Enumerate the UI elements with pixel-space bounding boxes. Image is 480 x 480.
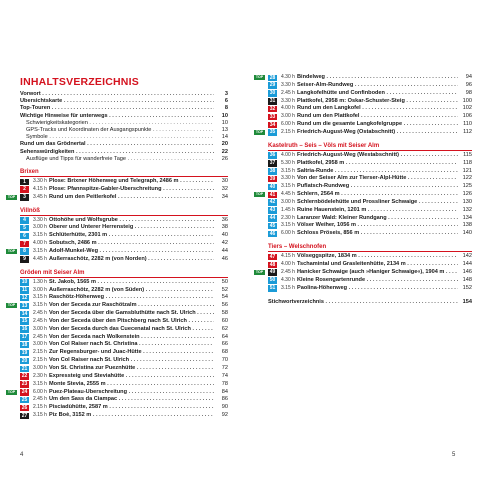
tour-number-badge: 48 — [269, 261, 276, 268]
entry-title: Stichwortverzeichnis . . . — [268, 299, 458, 307]
tour-number-badge: 26 — [21, 404, 28, 411]
tour-duration: 3.15 h — [33, 302, 47, 309]
tour-page: 36 — [221, 216, 228, 223]
tour-duration: 3.15 h — [33, 232, 47, 239]
tour-entry — [20, 294, 228, 302]
tour-duration: 4.45 h — [33, 255, 47, 262]
tour-title: Von der Seceda über den Pitschberg nach St. Ulrich . . . — [49, 318, 214, 326]
tour-title: Hanicker Schwaige (auch »Haniger Schwaige«), 1904 m . . . — [297, 269, 458, 277]
tour-number-badge: 19 — [21, 349, 28, 356]
tour-number-badge: 38 — [269, 168, 276, 174]
tour-entry — [268, 98, 472, 106]
tour-entry — [20, 373, 228, 381]
tour-page: 102 — [462, 105, 472, 112]
tour-duration: 4.00 h — [33, 240, 47, 247]
top-tour-badge: TOP — [255, 269, 264, 274]
tour-page: 64 — [221, 333, 228, 340]
toc-heading: INHALTSVERZEICHNIS — [20, 76, 139, 88]
tour-duration: 3.00 h — [33, 341, 47, 348]
top-tour-badge: TOP — [255, 192, 264, 197]
tour-page: 110 — [463, 121, 472, 128]
tour-title: Von St. Christina zur Pueznhütte . . . — [49, 365, 214, 373]
tour-page: 86 — [221, 396, 228, 403]
tour-title: Zur Regensburger- und Juac-Hütte . . . — [49, 349, 214, 357]
tour-duration: 3.15 h — [281, 167, 295, 174]
toc-entry — [26, 156, 228, 164]
tour-duration: 4.45 h — [281, 191, 295, 198]
tour-number-badge: 42 — [269, 199, 276, 206]
tour-title: Raschötz-Höhenweg . . . — [49, 294, 214, 302]
entry-page: 14 — [221, 134, 228, 141]
tour-entry — [20, 334, 228, 342]
tour-title: Kleine Rosengartenrunde . . . — [297, 277, 458, 285]
tour-duration: 2.15 h — [33, 349, 47, 356]
tour-entry — [268, 175, 472, 183]
tour-page: 118 — [463, 159, 472, 166]
tour-duration: 3.00 h — [33, 286, 47, 293]
tour-duration: 3.15 h — [33, 294, 47, 301]
tour-number-badge: 51 — [269, 285, 276, 292]
tour-title: Rund um die gesamte Langkofelgruppe . . . — [297, 121, 458, 129]
tour-duration: 3.15 h — [281, 222, 295, 229]
tour-number-badge: 32 — [269, 105, 276, 112]
tour-title: Von der Seceda über die Gamsbluthütte nach St. Ulrich . . . — [49, 310, 214, 318]
tour-duration: 2.45 h — [33, 333, 47, 340]
tour-entry — [268, 121, 472, 129]
tour-title: Von Col Raiser nach St. Ulrich . . . — [49, 357, 214, 365]
tour-page: 70 — [221, 357, 228, 364]
entry-title: Vorwort . . . — [20, 91, 214, 99]
tour-entry — [268, 152, 472, 160]
entry-page: 3 — [224, 91, 228, 97]
entry-page: 20 — [221, 141, 228, 148]
entry-title: Wichtige Hinweise für unterwegs . . . — [20, 113, 214, 121]
entry-title: Rund um das Grödnertal . . . — [20, 141, 214, 149]
tour-entry — [268, 277, 472, 285]
tour-number-badge: 24 — [21, 389, 28, 396]
tour-entry — [268, 168, 472, 176]
tour-entry — [268, 253, 472, 261]
tour-page: 40 — [221, 232, 228, 239]
tour-duration: 3.00 h — [33, 325, 47, 332]
tour-page: 122 — [462, 175, 472, 182]
tour-entry — [268, 215, 472, 223]
tour-title: Völseggspitze, 1834 m . . . — [297, 253, 458, 261]
entry-page: 8 — [224, 105, 228, 112]
tour-title: Ruine Hauenstein, 1201 m . . . — [297, 207, 458, 215]
tour-title: Plose: Brixner Höhenweg und Telegraph, 2486 m . . . — [49, 178, 214, 186]
tour-duration: 3.15 h — [33, 412, 47, 419]
tour-duration: 3.30 h — [281, 97, 295, 104]
tour-duration: 2.45 h — [33, 310, 47, 317]
tour-title: Seiser-Alm-Rundweg . . . — [297, 82, 458, 90]
tour-duration: 2.15 h — [33, 357, 47, 364]
section-heading: Brixen — [20, 168, 228, 177]
tour-number-badge: 8 — [20, 248, 29, 255]
tour-page: 84 — [221, 388, 228, 395]
tour-title: Tschamintal und Grasleitenhütte, 2134 m . . . — [297, 261, 458, 269]
tour-title: St. Jakob, 1565 m . . . — [49, 279, 214, 287]
tour-page: 74 — [221, 372, 228, 379]
tour-entry — [268, 90, 472, 98]
tour-entry — [20, 318, 228, 326]
tour-page: 30 — [221, 178, 228, 184]
right-page — [240, 0, 480, 480]
tour-entry — [20, 349, 228, 357]
tour-page: 138 — [462, 222, 472, 229]
tour-duration: 3.00 h — [33, 224, 47, 231]
section-heading: Gröden mit Seiser Alm — [20, 269, 228, 278]
tour-title: Langkofelhütte und Confinboden . . . — [297, 90, 458, 98]
tour-title: Von der Seceda zur Raschötzalm . . . — [49, 302, 214, 310]
tour-title: Von der Seceda nach Wolkenstein . . . — [49, 334, 214, 342]
entry-title: Ausflüge und Tipps für wanderfreie Tage . . . — [26, 156, 214, 164]
tour-page: 32 — [221, 185, 228, 192]
entry-page: 13 — [221, 127, 228, 133]
tour-entry — [7, 302, 228, 310]
tour-page: 72 — [221, 365, 228, 371]
tour-duration: 3.00 h — [281, 198, 295, 205]
tour-number-badge: 10 — [21, 279, 28, 286]
tour-page: 148 — [462, 276, 472, 283]
tour-title: Plose: Pfannspitze-Gabler-Überschreitung . . . — [49, 186, 214, 194]
top-tour-badge: TOP — [255, 75, 264, 79]
tour-duration: 5.30 h — [281, 159, 295, 166]
tour-title: Monte Stevia, 2555 m . . . — [49, 381, 214, 389]
tour-duration: 3.15 h — [281, 284, 295, 291]
tour-title: Saltria-Runde . . . — [297, 168, 458, 176]
tour-entry — [20, 404, 228, 412]
tour-page: 42 — [221, 240, 228, 247]
tour-number-badge: 28 — [269, 74, 276, 81]
tour-duration: 3.30 h — [33, 216, 47, 223]
entry-page: 22 — [221, 148, 228, 155]
tour-duration: 4.00 h — [281, 261, 295, 267]
tour-duration: 6.00 h — [281, 121, 295, 128]
tour-entry — [20, 224, 228, 232]
tour-title: Laranzer Wald: Kleiner Rundgang . . . — [297, 215, 458, 223]
tour-entry — [268, 199, 472, 207]
tour-number-badge: 12 — [21, 294, 28, 301]
tour-title: Schloss Pröseis, 856 m . . . — [297, 230, 458, 238]
tour-entry — [268, 105, 472, 113]
section-heading: Tiers – Welschnofen — [268, 243, 472, 252]
toc-entry — [268, 299, 472, 307]
tour-page: 144 — [462, 261, 472, 267]
tour-number-badge: 9 — [20, 256, 29, 263]
tour-number-badge: 50 — [269, 277, 276, 284]
entry-page: 10 — [221, 112, 228, 119]
tour-title: Außerraschötz, 2282 m (von Norden) . . . — [49, 256, 214, 264]
tour-page: 58 — [221, 310, 228, 317]
tour-duration: 4.00 h — [281, 105, 295, 112]
tour-number-badge: 31 — [269, 98, 276, 105]
entry-page: 154 — [462, 299, 472, 306]
tour-number-badge: 41 — [269, 191, 276, 198]
tour-page: 62 — [221, 325, 228, 332]
tour-duration: 1.45 h — [281, 206, 295, 213]
entry-page: 26 — [221, 155, 228, 162]
entry-title: GPS-Tracks und Koordinaten der Ausgangspunkte . . . — [26, 127, 214, 135]
tour-duration: 2.15 h — [33, 404, 47, 411]
tour-number-badge: 16 — [21, 326, 28, 333]
tour-title: Puez-Plateau-Überschreitung . . . — [49, 389, 214, 397]
tour-entry — [255, 128, 472, 137]
top-tour-badge: TOP — [7, 389, 16, 394]
tour-title: Sobutsch, 2486 m . . . — [49, 240, 214, 248]
tour-page: 100 — [462, 97, 472, 104]
tour-page: 46 — [221, 255, 228, 262]
tour-number-badge: 2 — [20, 186, 29, 193]
tour-entry — [268, 82, 472, 90]
tour-number-badge: 3 — [20, 194, 29, 201]
entry-title: Übersichtskarte . . . — [20, 98, 214, 106]
tour-number-badge: 30 — [269, 90, 276, 97]
tour-title: Plattkofel, 2958 m: Oskar-Schuster-Steig . . . — [297, 98, 458, 106]
tour-page: 134 — [462, 214, 472, 221]
tour-number-badge: 15 — [21, 318, 28, 325]
tour-number-badge: 23 — [21, 381, 28, 388]
tour-duration: 6.00 h — [281, 230, 295, 237]
tour-page: 121 — [462, 167, 472, 174]
tour-entry — [20, 365, 228, 373]
tour-number-badge: 34 — [269, 121, 276, 128]
tour-number-badge: 37 — [269, 160, 276, 167]
tour-entry — [20, 186, 228, 194]
tour-duration: 4.00 h — [281, 151, 295, 158]
top-tour-badge: TOP — [255, 129, 264, 134]
tour-entry — [20, 357, 228, 365]
tour-number-badge: 35 — [269, 129, 276, 136]
tour-entry — [255, 268, 472, 277]
tour-number-badge: 33 — [269, 113, 276, 120]
tour-page: 52 — [221, 286, 228, 293]
tour-entry — [255, 74, 472, 82]
tour-page: 140 — [462, 230, 472, 237]
tour-page: 50 — [221, 278, 228, 285]
page-number-right: 5 — [452, 452, 456, 458]
tour-number-badge: 17 — [21, 334, 28, 341]
top-tour-badge: TOP — [7, 194, 16, 199]
tour-number-badge: 25 — [21, 396, 28, 403]
entry-title: Schwierigkeitskategorien . . . — [26, 120, 214, 128]
tour-title: Völser Weiher, 1056 m . . . — [297, 222, 458, 230]
tour-title: Friedrich-August-Weg (Ostabschnitt) . . . — [297, 129, 458, 137]
tour-entry — [20, 287, 228, 295]
tour-page: 66 — [221, 341, 228, 348]
tour-number-badge: 43 — [269, 207, 276, 214]
tour-number-badge: 36 — [269, 152, 276, 159]
tour-entry — [255, 191, 472, 199]
tour-title: Schlüterhütte, 2301 m . . . — [49, 232, 214, 240]
section-heading: Kastelruth – Seis – Völs mit Seiser Alm — [268, 142, 472, 151]
tour-entry — [268, 261, 472, 269]
tour-number-badge: 14 — [21, 310, 28, 317]
tour-duration: 2.45 h — [281, 89, 295, 96]
tour-entry — [20, 178, 228, 186]
tour-entry — [20, 326, 228, 334]
tour-number-badge: 18 — [21, 341, 28, 348]
tour-number-badge: 29 — [269, 82, 276, 89]
tour-entry — [268, 183, 472, 191]
tour-number-badge: 11 — [21, 287, 28, 293]
tour-page: 60 — [221, 317, 228, 324]
tour-number-badge: 6 — [20, 233, 29, 240]
tour-entry — [7, 388, 228, 397]
tour-page: 90 — [221, 404, 228, 411]
tour-title: Rund um den Plattkofel . . . — [297, 113, 458, 121]
tour-page: 115 — [463, 151, 472, 158]
tour-page: 34 — [221, 193, 228, 200]
tour-title: Paolina-Höhenweg . . . — [297, 285, 458, 293]
tour-entry — [20, 217, 228, 225]
tour-page: 96 — [465, 81, 472, 88]
tour-duration: 3.30 h — [33, 178, 47, 184]
tour-entry — [20, 341, 228, 349]
tour-title: Von Col Raiser nach St. Christina . . . — [49, 341, 214, 349]
tour-duration: 1.30 h — [33, 278, 47, 285]
tour-title: Plattkofel, 2958 m . . . — [297, 160, 458, 168]
tour-page: 106 — [462, 113, 472, 120]
tour-number-badge: 21 — [21, 365, 28, 372]
tour-duration: 3.00 h — [281, 113, 295, 120]
tour-page: 132 — [462, 206, 472, 213]
page-number-left: 4 — [20, 452, 24, 458]
entry-page: 6 — [224, 98, 228, 105]
tour-duration: 4.30 h — [281, 276, 295, 283]
tour-duration: 4.15 h — [281, 253, 295, 260]
tour-duration: 3.15 h — [33, 380, 47, 387]
tour-title: Außerraschötz, 2282 m (von Süden) . . . — [49, 287, 214, 295]
tour-duration: 2.15 h — [281, 128, 295, 135]
tour-entry — [268, 222, 472, 230]
tour-duration: 2.45 h — [33, 317, 47, 324]
tour-title: Schlern, 2564 m . . . — [297, 191, 458, 199]
tour-number-badge: 22 — [21, 373, 28, 380]
tour-page: 130 — [462, 198, 472, 205]
tour-title: Von der Seceda durch das Cuecenatal nach St. Ulrich . . . — [49, 326, 214, 334]
tour-page: 112 — [463, 128, 472, 135]
tour-entry — [20, 396, 228, 404]
tour-number-badge: 5 — [20, 225, 29, 232]
tour-number-badge: 47 — [269, 253, 276, 260]
tour-title: Um den Sass da Ciampac . . . — [49, 396, 214, 404]
section-heading: Villnöß — [20, 207, 228, 216]
tour-duration: 4.30 h — [281, 74, 295, 80]
top-tour-badge: TOP — [7, 303, 16, 308]
tour-duration: 3.15 h — [33, 247, 47, 254]
tour-duration: 3.00 h — [33, 365, 47, 371]
tour-number-badge: 44 — [269, 215, 276, 222]
tour-duration: 2.45 h — [281, 268, 295, 275]
tour-title: Bindelweg . . . — [297, 74, 458, 82]
tour-entry — [20, 240, 228, 248]
tour-duration: 3.45 h — [33, 193, 47, 200]
tour-entry — [268, 207, 472, 215]
tour-duration: 3.30 h — [281, 81, 295, 88]
tour-title: Oberer und Unterer Herrensteig . . . — [49, 224, 214, 232]
tour-number-badge: 39 — [269, 175, 276, 182]
tour-entry — [268, 113, 472, 121]
tour-page: 152 — [462, 284, 472, 291]
tour-number-badge: 20 — [21, 357, 28, 364]
tour-title: Puflatsch-Rundweg . . . — [297, 183, 458, 191]
tour-number-badge: 46 — [269, 230, 276, 237]
tour-number-badge: 49 — [269, 269, 276, 276]
tour-number-badge: 1 — [20, 179, 29, 186]
tour-title: Pisciadùhütte, 2587 m . . . — [49, 404, 214, 412]
entry-title: Top-Touren . . . — [20, 105, 214, 113]
entry-title: Symbole . . . — [26, 134, 214, 142]
tour-page: 78 — [221, 380, 228, 387]
tour-page: 44 — [221, 247, 228, 254]
tour-title: Rund um den Peitlerkofel . . . — [49, 194, 214, 202]
tour-entry — [7, 247, 228, 256]
tour-number-badge: 40 — [269, 183, 276, 190]
tour-title: Friedrich-August-Weg (Westabschnitt) . . . — [297, 152, 458, 160]
tour-duration: 3.15 h — [281, 183, 295, 190]
tour-page: 94 — [465, 74, 472, 80]
tour-title: Expressteig und Steviahütte . . . — [49, 373, 214, 381]
tour-number-badge: 13 — [21, 302, 28, 309]
tour-entry — [20, 256, 228, 264]
tour-page: 54 — [221, 294, 228, 301]
tour-page: 98 — [465, 89, 472, 96]
tour-duration: 2.45 h — [33, 396, 47, 403]
tour-title: Schlernbödelehütte und Prossliner Schwaige . . . — [297, 199, 458, 207]
tour-title: Adolf-Munkel-Weg . . . — [49, 248, 214, 256]
tour-duration: 6.00 h — [33, 388, 47, 395]
tour-duration: 2.30 h — [33, 372, 47, 379]
tour-duration: 4.15 h — [33, 185, 47, 192]
tour-number-badge: 45 — [269, 222, 276, 229]
tour-entry — [20, 381, 228, 389]
tour-page: 125 — [462, 183, 472, 190]
tour-entry — [268, 160, 472, 168]
tour-entry — [20, 412, 228, 420]
tour-page: 68 — [221, 349, 228, 356]
tour-entry — [268, 230, 472, 238]
tour-number-badge: 7 — [20, 241, 29, 248]
top-tour-badge: TOP — [7, 248, 16, 253]
tour-duration: 2.30 h — [281, 214, 295, 221]
tour-entry — [268, 285, 472, 293]
tour-duration: 3.30 h — [281, 175, 295, 182]
tour-page: 126 — [462, 191, 472, 198]
tour-title: Von der Seiser Alm zur Tierser-Alpl-Hütte . . . — [297, 175, 458, 183]
tour-title: Ottohöhe und Wolfsgrube . . . — [49, 217, 214, 225]
tour-page: 56 — [221, 302, 228, 309]
tour-entry — [7, 193, 228, 202]
entry-page: 10 — [221, 119, 228, 126]
tour-entry — [20, 232, 228, 240]
tour-number-badge: 4 — [20, 217, 29, 224]
tour-title: Rund um den Langkofel . . . — [297, 105, 458, 113]
tour-page: 92 — [221, 412, 228, 419]
tour-page: 38 — [221, 224, 228, 231]
tour-entry — [20, 279, 228, 287]
tour-entry — [20, 310, 228, 318]
tour-page: 142 — [462, 253, 472, 260]
tour-number-badge: 27 — [21, 412, 28, 419]
tour-title: Piz Boè, 3152 m . . . — [49, 412, 214, 420]
tour-page: 146 — [462, 268, 472, 275]
entry-title: Sehenswürdigkeiten . . . — [20, 149, 214, 157]
